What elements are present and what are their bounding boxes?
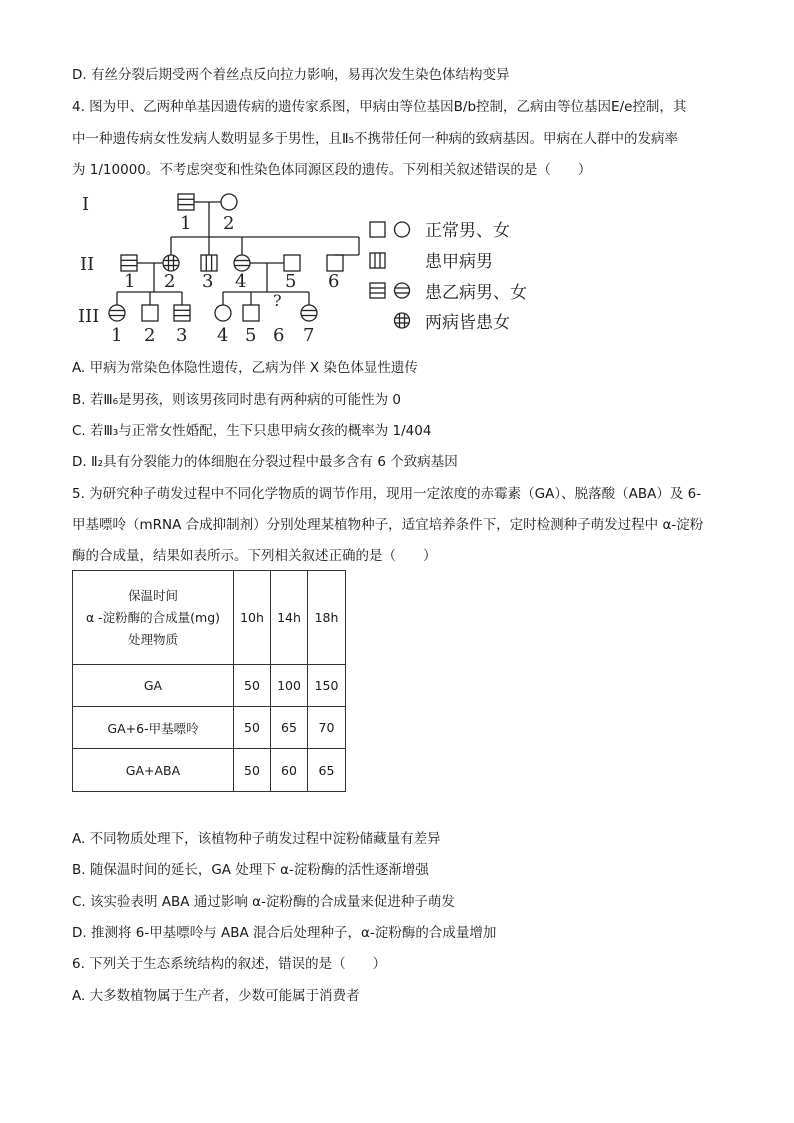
q4-stem-line-3: 为 1/10000。不考虑突变和性染色体同源区段的遗传。下列相关叙述错误的是（ ） bbox=[72, 162, 592, 178]
gen2-male-1-disease-b bbox=[121, 255, 137, 271]
gen2-num-6: 6 bbox=[328, 271, 340, 292]
pedigree-diagram bbox=[72, 186, 562, 346]
legend-disease-b-male-icon bbox=[370, 283, 385, 298]
gen2-male-5 bbox=[284, 255, 300, 271]
gen3-num-7: 7 bbox=[303, 325, 315, 346]
value-cell: 150 bbox=[308, 665, 346, 707]
value-cell: 65 bbox=[308, 749, 346, 792]
q4-option-a: A. 甲病为常染色体隐性遗传，乙病为伴 X 染色体显性遗传 bbox=[72, 360, 418, 376]
q5-stem-line-3: 酶的合成量，结果如表所示。下列相关叙述正确的是（ ） bbox=[72, 548, 437, 564]
gen2-num-5: 5 bbox=[285, 271, 297, 292]
q4-option-b: B. 若Ⅲ₆是男孩，则该男孩同时患有两种病的可能性为 0 bbox=[72, 392, 401, 408]
generation-label-3: III bbox=[78, 306, 100, 327]
q5-option-b: B. 随保温时间的延长，GA 处理下 α-淀粉酶的活性逐渐增强 bbox=[72, 862, 429, 878]
q5-stem-line-1: 5. 为研究种子萌发过程中不同化学物质的调节作用，现用一定浓度的赤霉素（GA）、脱落酸（ABA）及 6- bbox=[72, 486, 702, 502]
legend-normal-label: 正常男、女 bbox=[425, 221, 510, 241]
q4-stem-line-2: 中一种遗传病女性发病人数明显多于男性，且Ⅱ₅不携带任何一种病的致病基因。甲病在人群中的发病率 bbox=[72, 131, 679, 147]
header-line-amount: α -淀粉酶的合成量(mg) bbox=[85, 609, 221, 625]
time-header-10h: 10h bbox=[234, 571, 271, 665]
gen2-male-3-disease-a bbox=[201, 255, 217, 271]
legend-disease-a-label: 患甲病男 bbox=[425, 252, 493, 272]
legend-disease-b-female-icon bbox=[395, 283, 410, 298]
value-cell: 50 bbox=[234, 749, 271, 792]
gen3-num-4: 4 bbox=[217, 325, 229, 346]
header-line-time: 保温时间 bbox=[127, 587, 178, 603]
gen3-num-2: 2 bbox=[144, 325, 156, 346]
q5-option-c: C. 该实验表明 ABA 通过影响 α-淀粉酶的合成量来促进种子萌发 bbox=[72, 894, 455, 910]
results-table bbox=[72, 570, 346, 792]
gen2-female-4-disease-b bbox=[234, 255, 250, 271]
gen3-male-2 bbox=[142, 305, 158, 321]
gen2-num-3: 3 bbox=[202, 271, 214, 292]
gen2-male-6 bbox=[327, 255, 343, 271]
gen3-num-5: 5 bbox=[245, 325, 257, 346]
header-line-treatment: 处理物质 bbox=[127, 631, 178, 647]
value-cell: 100 bbox=[271, 665, 308, 707]
gen1-female-2 bbox=[221, 194, 237, 210]
gen3-num-3: 3 bbox=[176, 325, 188, 346]
value-cell: 50 bbox=[234, 707, 271, 749]
table-corner-header bbox=[73, 571, 234, 665]
legend-both-female-icon bbox=[395, 313, 410, 328]
gen2-num-4: 4 bbox=[235, 271, 247, 292]
table-row bbox=[73, 749, 346, 792]
gen3-female-1-disease-b bbox=[109, 305, 125, 321]
treatment-cell: GA+6-甲基嘌呤 bbox=[73, 707, 234, 749]
table-header-row bbox=[73, 571, 346, 665]
value-cell: 70 bbox=[308, 707, 346, 749]
gen3-unknown-6: ? bbox=[273, 291, 282, 310]
value-cell: 65 bbox=[271, 707, 308, 749]
gen3-female-7-disease-b bbox=[301, 305, 317, 321]
time-header-14h: 14h bbox=[271, 571, 308, 665]
generation-label-1: I bbox=[82, 194, 90, 215]
legend bbox=[370, 221, 527, 333]
gen3-female-4 bbox=[215, 305, 231, 321]
legend-both-label: 两病皆患女 bbox=[425, 313, 510, 333]
legend-disease-b-label: 患乙病男、女 bbox=[425, 283, 527, 303]
q4-stem-line-1: 4. 图为甲、乙两种单基因遗传病的遗传家系图，甲病由等位基因B/b控制，乙病由等位基因E/e控制，其 bbox=[72, 99, 687, 115]
legend-disease-a-male-icon bbox=[370, 253, 385, 268]
treatment-cell: GA bbox=[73, 665, 234, 707]
q6-stem: 6. 下列关于生态系统结构的叙述，错误的是（ ） bbox=[72, 956, 387, 972]
q5-option-a: A. 不同物质处理下，该植物种子萌发过程中淀粉储藏量有差异 bbox=[72, 831, 441, 847]
gen2-num-1: 1 bbox=[124, 271, 136, 292]
gen1-num-1: 1 bbox=[180, 213, 192, 234]
q5-stem-line-2: 甲基嘌呤（mRNA 合成抑制剂）分别处理某植物种子，适宜培养条件下，定时检测种子萌发过程中 α-淀粉 bbox=[72, 517, 704, 533]
time-header-18h: 18h bbox=[308, 571, 346, 665]
gen2-female-2-both bbox=[163, 255, 179, 271]
gen3-male-5 bbox=[243, 305, 259, 321]
value-cell: 60 bbox=[271, 749, 308, 792]
q3-option-d: D. 有丝分裂后期受两个着丝点反向拉力影响，易再次发生染色体结构变异 bbox=[72, 67, 510, 83]
gen3-num-1: 1 bbox=[111, 325, 123, 346]
q4-option-d: D. Ⅱ₂具有分裂能力的体细胞在分裂过程中最多含有 6 个致病基因 bbox=[72, 454, 458, 470]
legend-normal-female-icon bbox=[395, 222, 410, 237]
gen3-male-3-disease-b bbox=[174, 305, 190, 321]
gen3-num-6: 6 bbox=[273, 325, 285, 346]
legend-normal-male-icon bbox=[370, 222, 385, 237]
q5-option-d: D. 推测将 6-甲基嘌呤与 ABA 混合后处理种子，α-淀粉酶的合成量增加 bbox=[72, 925, 497, 941]
q6-option-a: A. 大多数植物属于生产者，少数可能属于消费者 bbox=[72, 988, 360, 1004]
q4-option-c: C. 若Ⅲ₃与正常女性婚配，生下只患甲病女孩的概率为 1/404 bbox=[72, 423, 432, 439]
gen2-num-2: 2 bbox=[164, 271, 176, 292]
value-cell: 50 bbox=[234, 665, 271, 707]
table-row bbox=[73, 665, 346, 707]
gen1-num-2: 2 bbox=[223, 213, 235, 234]
generation-label-2: II bbox=[80, 254, 95, 275]
gen1-male-1 bbox=[178, 194, 194, 210]
treatment-cell: GA+ABA bbox=[73, 749, 234, 792]
table-row bbox=[73, 707, 346, 749]
